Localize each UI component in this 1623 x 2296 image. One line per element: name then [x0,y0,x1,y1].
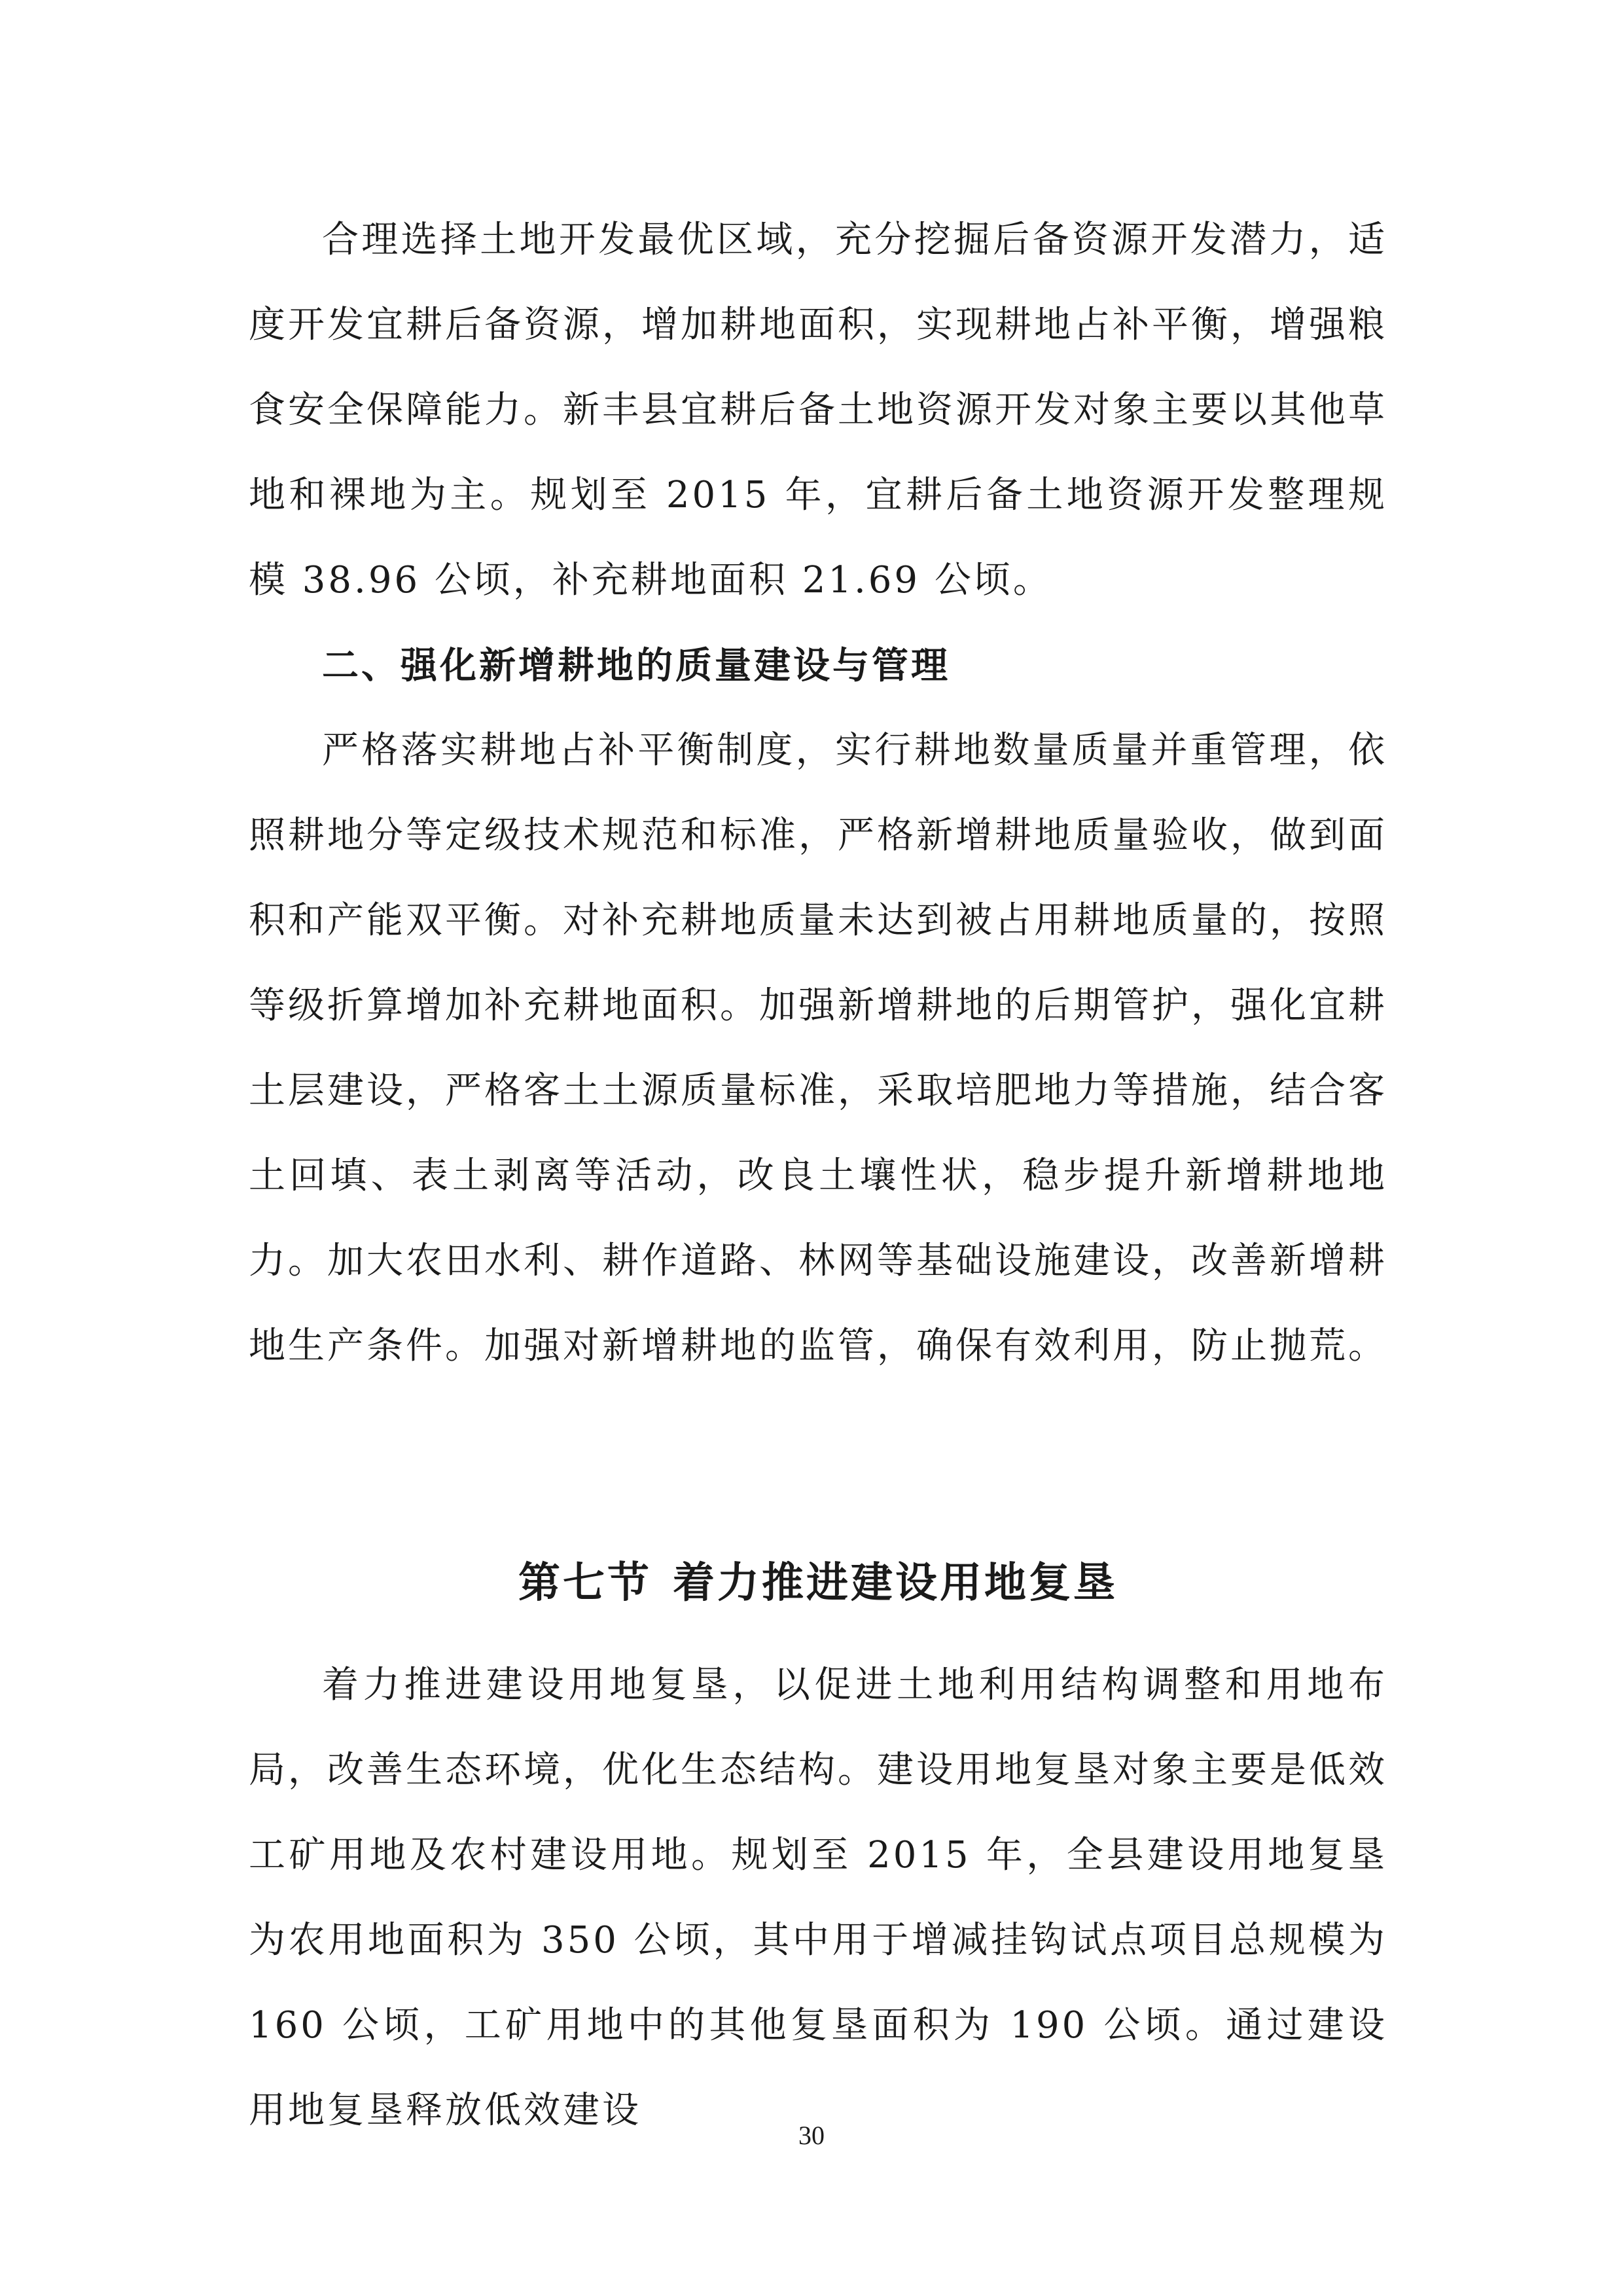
paragraph-farmland-quality: 严格落实耕地占补平衡制度，实行耕地数量质量并重管理，依照耕地分等定级技术规范和标准，严格新增耕地质量验收，做到面积和产能双平衡。对补充耕地质量未达到被占用耕地质量的，按照等级折算增加补充耕地面积。加强新增耕地的后期管护，强化宜耕土层建设，严格客土土源质量标准，采取培肥地力等措施，结合客土回填、表土剥离等活动，改良土壤性状，稳步提升新增耕地地力。加大农田水利、耕作道路、林网等基础设施建设，改善新增耕地生产条件。加强对新增耕地的监管，确保有效利用，防止抛荒。 [249,729,1387,1367]
subheading-farmland-quality: 二、强化新增耕地的质量建设与管理 [322,644,950,687]
page-number: 30 [798,2121,825,2150]
paragraph-land-reclamation: 着力推进建设用地复垦，以促进土地利用结构调整和用地布局，改善生态环境，优化生态结构。建设用地复垦对象主要是低效工矿用地及农村建设用地。规划至 2015 年，全县建设用地复垦为农用地面积为 350 公顷，其中用于增减挂钩试点项目总规模为 160 公顷，工矿用地中的其他复垦面积为 190 公顷。通过建设用地复垦释放低效建设 [249,1664,1387,2132]
section-title-text: 着力推进建设用地复垦 [673,1559,1118,1607]
section-title [249,1541,1387,1626]
paragraph-land-development: 合理选择土地开发最优区域，充分挖掘后备资源开发潜力，适度开发宜耕后备资源，增加耕地面积，实现耕地占补平衡，增强粮食安全保障能力。新丰县宜耕后备土地资源开发对象主要以其他草地和裸地为主。规划至 2015 年，宜耕后备土地资源开发整理规模 38.96 公顷，补充耕地面积 21.69 公顷。 [249,219,1387,601]
section-number: 第七节 [518,1559,652,1607]
page-content [249,198,1387,2153]
